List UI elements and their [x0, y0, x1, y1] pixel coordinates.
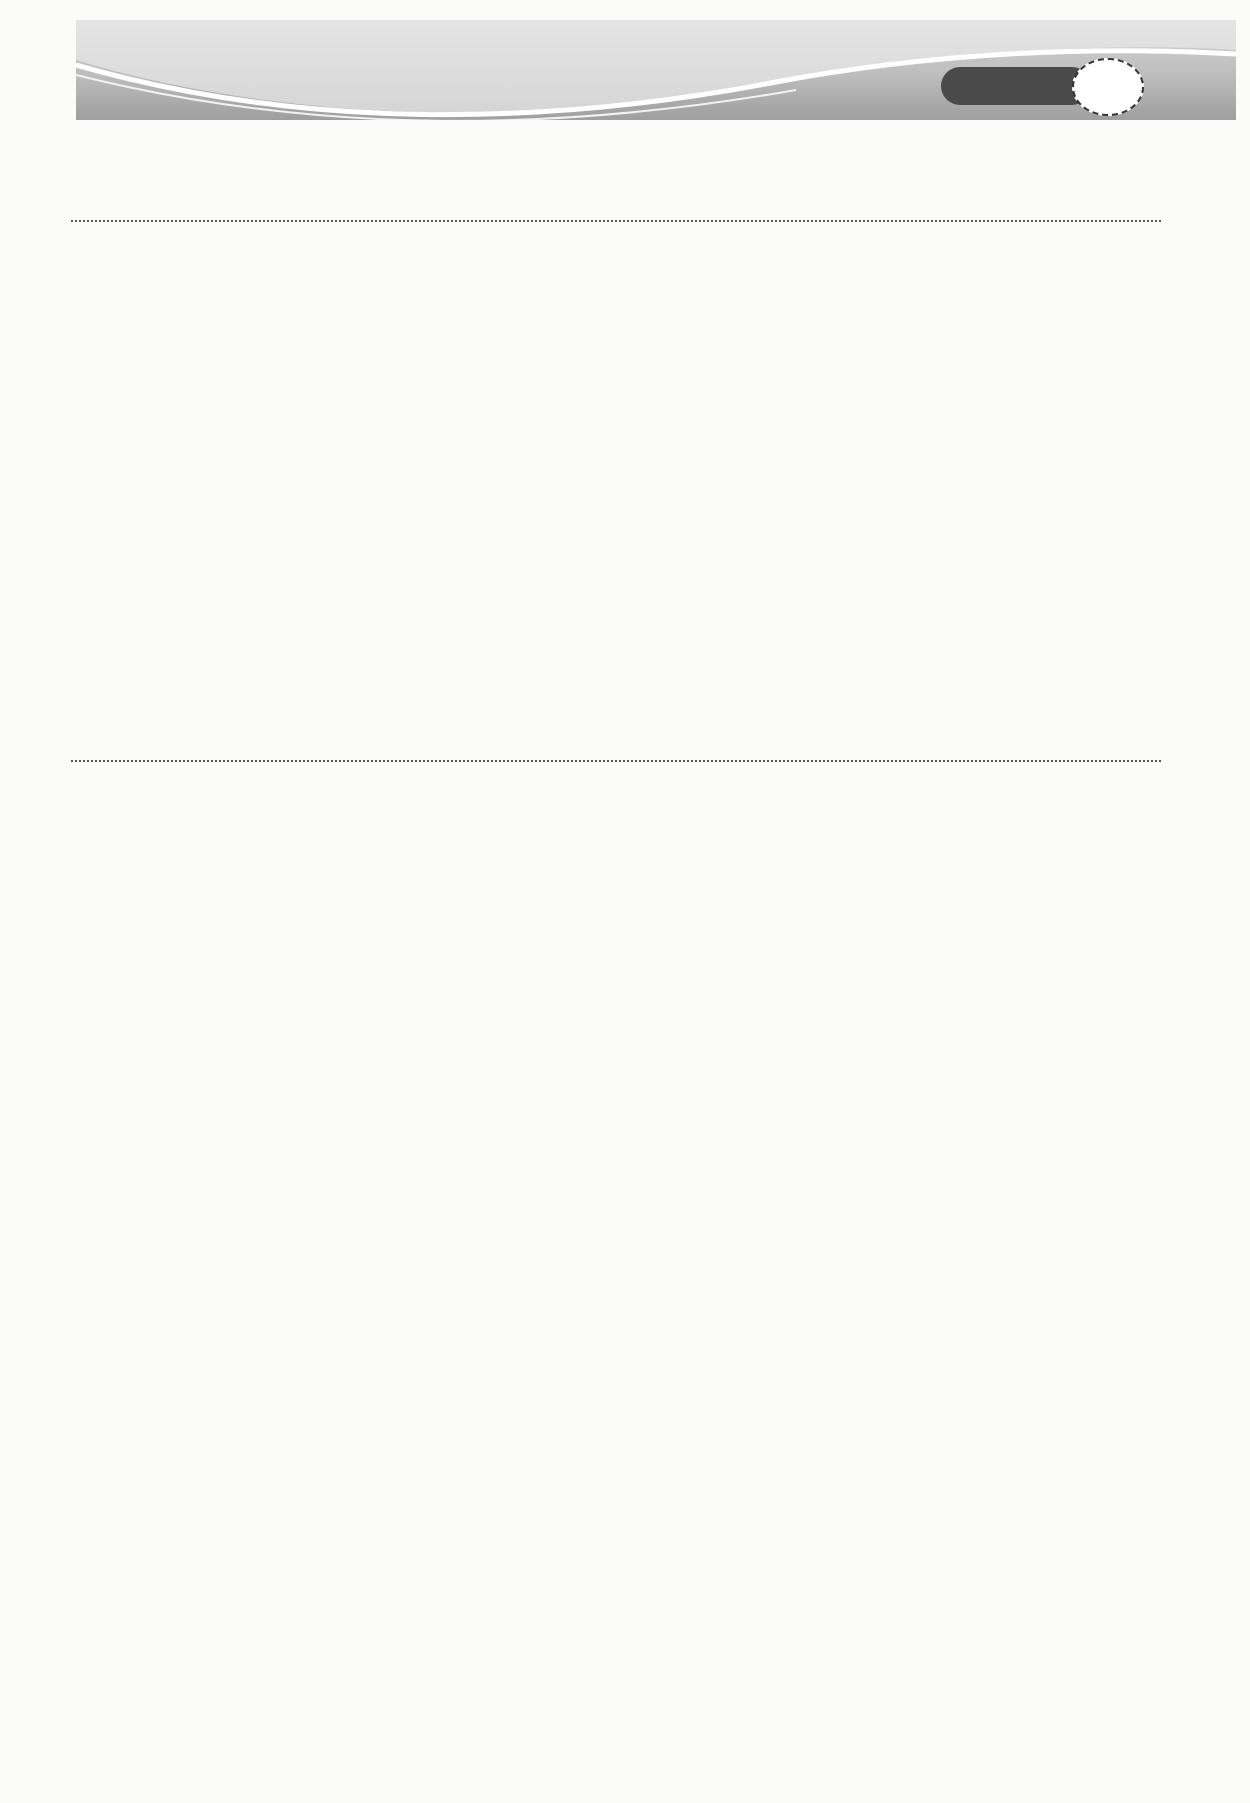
passage-heading	[71, 242, 1161, 285]
answer-row	[71, 824, 1161, 867]
answer-row	[71, 667, 1161, 710]
answer-key-content	[71, 160, 1161, 909]
answer-row	[71, 285, 1161, 328]
passage-heading	[71, 782, 1161, 825]
passage-heading	[71, 582, 1161, 625]
passage-heading	[71, 455, 1161, 498]
answer-row	[71, 540, 1161, 583]
answer-row	[71, 412, 1161, 455]
section-tab	[941, 67, 1091, 105]
answer-row	[71, 497, 1161, 540]
answer-row	[71, 625, 1161, 668]
passage-heading	[71, 327, 1161, 370]
page-number	[1072, 58, 1144, 116]
answer-row	[71, 867, 1161, 910]
passage-heading	[71, 370, 1161, 413]
